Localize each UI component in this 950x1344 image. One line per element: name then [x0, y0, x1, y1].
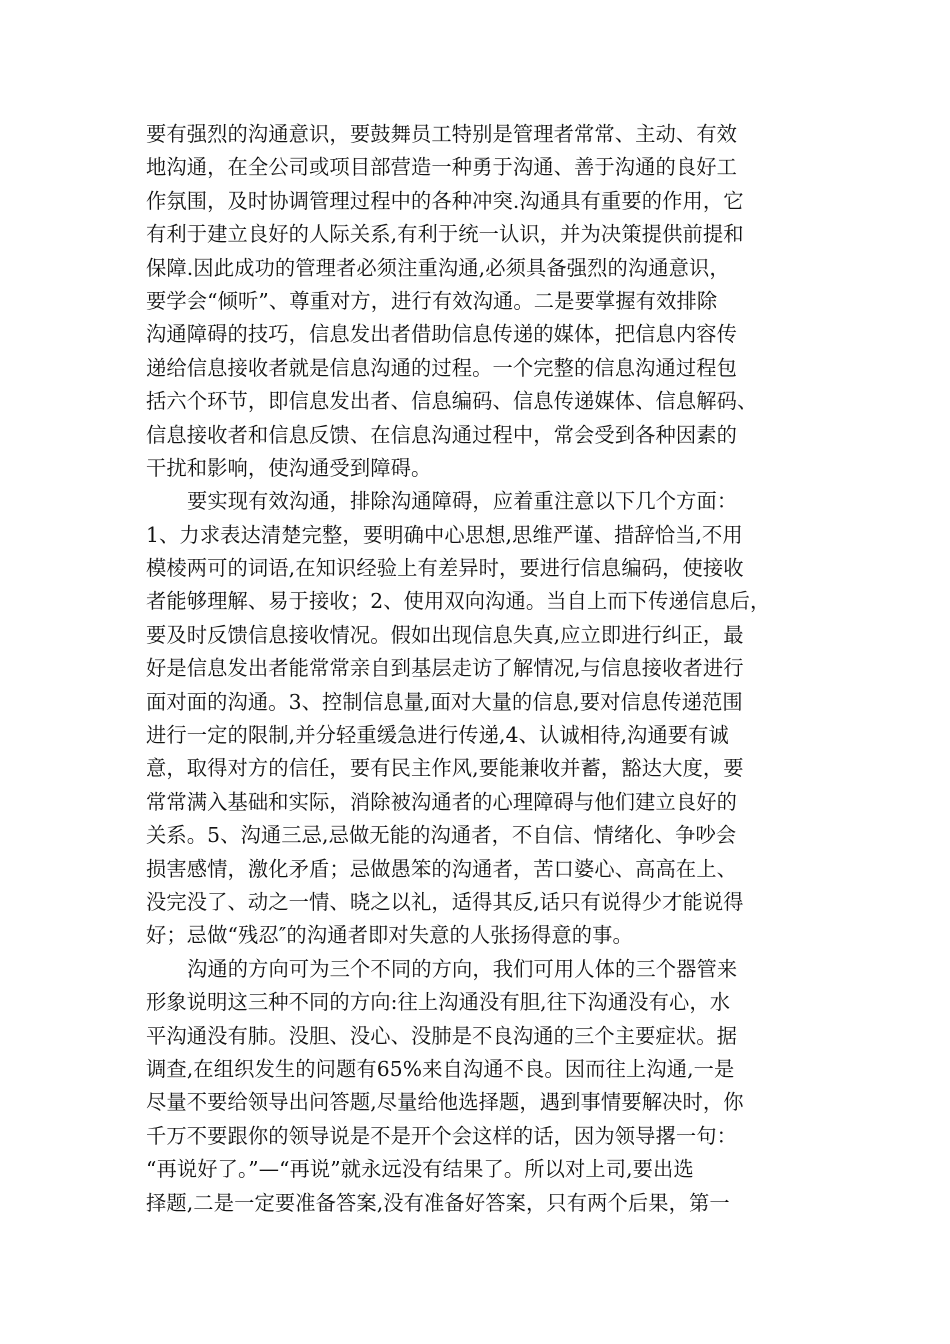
- text-line: 干扰和影响，使沟通受到障碍。: [146, 455, 432, 480]
- text-line: 沟通障碍的技巧，信息发出者借助信息传递的媒体，把信息内容传: [146, 322, 738, 347]
- text-line: 平沟通没有肺。没胆、没心、没肺是不良沟通的三个主要症状。据: [146, 1023, 738, 1048]
- document-body: [146, 118, 818, 1220]
- paragraph-start-line: 要实现有效沟通，排除沟通障碍，应着重注意以下几个方面：: [187, 489, 738, 514]
- text-line: 要有强烈的沟通意识，要鼓舞员工特别是管理者常常、主动、有效: [146, 122, 738, 146]
- text-line: 1、力求表达清楚完整，要明确中心思想,思维严谨、措辞恰当,不用: [146, 522, 743, 547]
- text-line: 损害感情，激化矛盾；忌做愚笨的沟通者，苦口婆心、高高在上、: [146, 856, 738, 881]
- text-line: 形象说明这三种不同的方向:往上沟通没有胆,往下沟通没有心，水: [146, 990, 731, 1015]
- text-line: 关系。5、沟通三忌,忌做无能的沟通者，不自信、情绪化、争吵会: [146, 823, 737, 848]
- text-line: 作氛围，及时协调管理过程中的各种冲突.沟通具有重要的作用，它: [146, 188, 744, 213]
- text-line: 者能够理解、易于接收；2、使用双向沟通。当自上而下传递信息后，: [146, 589, 771, 614]
- text-line: 调查,在组织发生的问题有65%来自沟通不良。因而往上沟通,一是: [146, 1056, 735, 1081]
- text-line: 好；忌做“残忍″的沟通者即对失意的人张扬得意的事。: [146, 923, 633, 948]
- text-line: 意，取得对方的信任，要有民主作风,要能兼收并蓄，豁达大度，要: [146, 756, 744, 781]
- text-line: 尽量不要给领导出问答题,尽量给他选择题，遇到事情要解决时，你: [146, 1090, 744, 1115]
- text-line: 括六个环节，即信息发出者、信息编码、信息传递媒体、信息解码、: [146, 389, 758, 414]
- text-line: “再说好了。”—“再说”就永远没有结果了。所以对上司,要出选: [146, 1157, 694, 1182]
- text-line: 要学会“倾听”、尊重对方，进行有效沟通。二是要掌握有效排除: [146, 288, 718, 313]
- text-line: 千万不要跟你的领导说是不是开个会这样的话，因为领导撂一句：: [146, 1123, 738, 1148]
- text-line: 没完没了、动之一情、晓之以礼，适得其反,话只有说得少才能说得: [146, 889, 744, 914]
- text-line: 地沟通，在全公司或项目部营造一种勇于沟通、善于沟通的良好工: [146, 155, 738, 180]
- paragraph-start-line: 沟通的方向可为三个不同的方向，我们可用人体的三个器管来: [187, 956, 738, 981]
- text-line: 要及时反馈信息接收情况。假如出现信息失真,应立即进行纠正，最: [146, 622, 744, 647]
- text-line: 模棱两可的词语,在知识经验上有差异时，要进行信息编码，使接收: [146, 556, 744, 581]
- text-line: 递给信息接收者就是信息沟通的过程。一个完整的信息沟通过程包: [146, 355, 738, 380]
- text-line: 好是信息发出者能常常亲自到基层走访了解情况,与信息接收者进行: [146, 656, 744, 681]
- text-line: 有利于建立良好的人际关系,有利于统一认识，并为决策提供前提和: [146, 222, 744, 247]
- text-line: 保障.因此成功的管理者必须注重沟通,必须具备强烈的沟通意识，: [146, 255, 730, 280]
- text-line: 信息接收者和信息反馈、在信息沟通过程中，常会受到各种因素的: [146, 422, 738, 447]
- text-line: 择题,二是一定要准备答案,没有准备好答案，只有两个后果，第一: [146, 1190, 730, 1215]
- text-line: 面对面的沟通。3、控制信息量,面对大量的信息,要对信息传递范围: [146, 689, 743, 714]
- text-line: 常常满入基础和实际，消除被沟通者的心理障碍与他们建立良好的: [146, 789, 738, 814]
- text-line: 进行一定的限制,并分轻重缓急进行传递,4、认诚相待,沟通要有诚: [146, 723, 729, 748]
